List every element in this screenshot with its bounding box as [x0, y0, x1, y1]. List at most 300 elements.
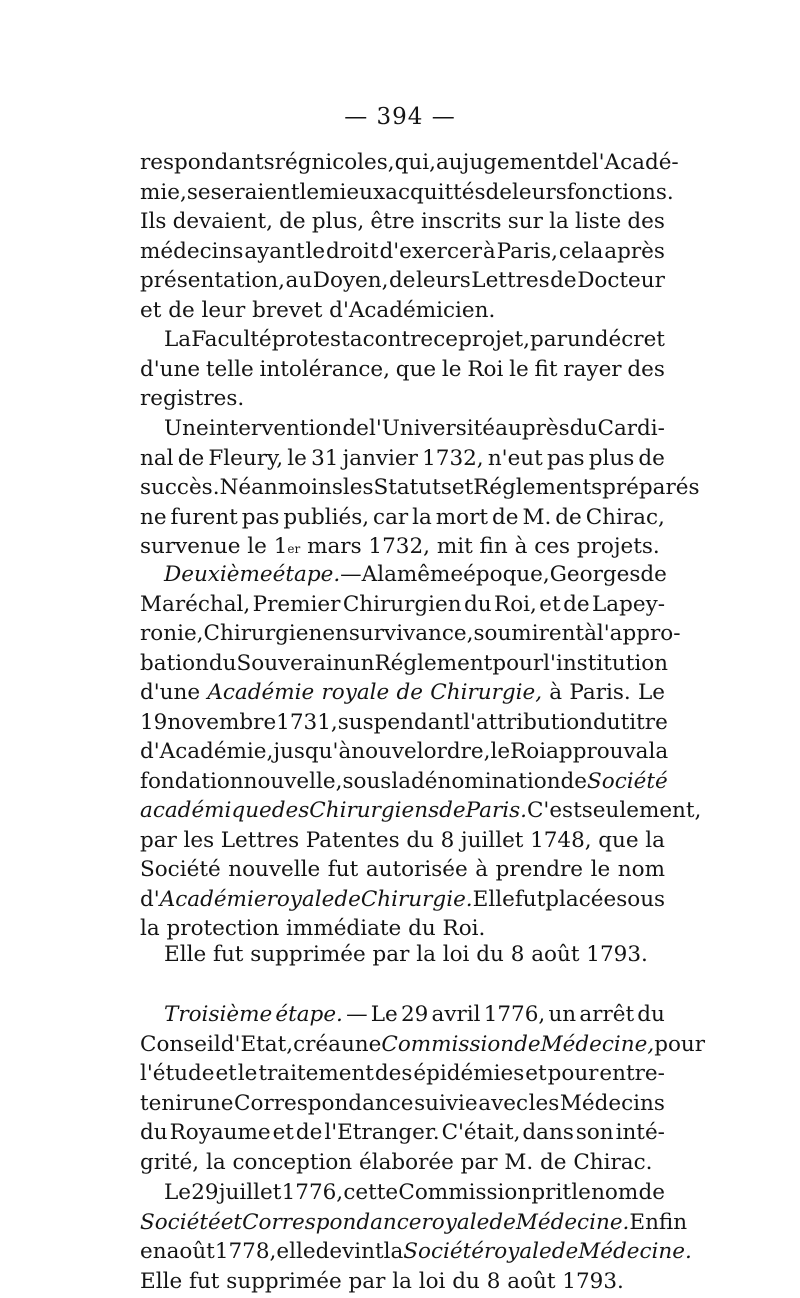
- word: Lapey-: [592, 592, 665, 617]
- word: Docteur: [577, 268, 665, 293]
- italic-word: académique: [140, 798, 272, 823]
- word: nouvelle,: [244, 769, 343, 794]
- word: Chirurgien: [343, 592, 462, 617]
- word: Médecins: [560, 1091, 665, 1116]
- word: les: [184, 828, 215, 853]
- word: pas: [547, 446, 585, 471]
- word: novembre: [167, 710, 276, 735]
- word: respondants: [140, 150, 275, 175]
- word: par: [530, 327, 567, 352]
- word: fonctions.: [567, 180, 674, 205]
- word: Patentes: [306, 828, 400, 853]
- text-line: [140, 150, 665, 180]
- italic-word: Société: [403, 1239, 484, 1264]
- word: une: [193, 1091, 233, 1116]
- text-line: [140, 1239, 665, 1269]
- word: du: [140, 1120, 168, 1145]
- text-run: grité, la conception élaborée par M. de Chirac.: [140, 1150, 653, 1175]
- text-line: [140, 1150, 665, 1180]
- text-line: [140, 1032, 665, 1062]
- word: suspendant: [338, 710, 463, 735]
- word: sur: [508, 209, 543, 234]
- word: droit: [326, 239, 379, 264]
- word: mie,: [140, 180, 187, 205]
- word: Conseil: [140, 1032, 221, 1057]
- word: de: [492, 505, 519, 530]
- italic-word: Paris.: [466, 798, 527, 823]
- word: d'Académie,: [140, 739, 273, 764]
- word: et: [215, 1061, 236, 1086]
- word: Commission: [398, 1180, 531, 1205]
- word: se: [187, 180, 211, 205]
- word: Doyen,: [313, 268, 389, 293]
- word: de: [565, 150, 592, 175]
- word: épidémies: [413, 1061, 524, 1086]
- text-line: [140, 769, 665, 799]
- word: une: [341, 1032, 381, 1057]
- italic-word: de: [439, 798, 466, 823]
- word: ce: [433, 327, 458, 352]
- word: des: [375, 1061, 413, 1086]
- word: devint: [316, 1239, 384, 1264]
- text-line: [140, 1061, 665, 1091]
- word: autorisée: [366, 857, 468, 882]
- word: nouvelle: [228, 857, 320, 882]
- word: le: [306, 239, 326, 264]
- word: l'Etranger.: [324, 1120, 439, 1145]
- word: Société: [140, 857, 221, 882]
- text-line: survenue le 1 er mars 1732, mit fin à ces projets.: [140, 534, 665, 564]
- word: La: [164, 327, 191, 352]
- word: sous: [342, 769, 391, 794]
- italic-word: Troisième: [164, 1002, 272, 1027]
- word: Le: [371, 1002, 398, 1027]
- word: janvier: [343, 446, 418, 471]
- word: le: [509, 357, 529, 382]
- word: fut: [328, 857, 358, 882]
- italic-word: de: [334, 887, 361, 912]
- word: furent: [171, 505, 238, 530]
- word: Maréchal,: [140, 592, 250, 617]
- word: traitement: [258, 1061, 374, 1086]
- word: 1776,: [484, 1002, 546, 1027]
- word: Enfin: [629, 1210, 687, 1235]
- word: son: [576, 1120, 614, 1145]
- word: d'une: [140, 357, 200, 382]
- word: fit: [535, 357, 558, 382]
- word: avril: [432, 1002, 481, 1027]
- word: des: [627, 209, 665, 234]
- text-line: [140, 592, 665, 622]
- italic-word: Société: [140, 1210, 221, 1235]
- text-line: [140, 710, 665, 740]
- italic-word: royale: [484, 1239, 552, 1264]
- word: à: [483, 239, 496, 264]
- word: juillet: [219, 1180, 282, 1205]
- word: des: [627, 357, 665, 382]
- text-line: [140, 680, 665, 710]
- text-line: [140, 1091, 665, 1121]
- text-line: [140, 828, 665, 858]
- text-line: [140, 887, 665, 917]
- paragraph: [140, 150, 665, 327]
- word: bation: [140, 651, 209, 676]
- text-line: [140, 268, 665, 298]
- word: C'est: [527, 798, 582, 823]
- word: tenir: [140, 1091, 192, 1116]
- italic-word: Médecine,: [541, 1032, 655, 1057]
- word: de: [640, 562, 667, 587]
- word: 8: [441, 828, 455, 853]
- word: jugement: [463, 150, 566, 175]
- paragraph: [140, 416, 665, 564]
- word: de: [279, 209, 306, 234]
- word: pour: [654, 1032, 705, 1057]
- word: préparés: [602, 475, 699, 500]
- text-line: [140, 562, 665, 592]
- word: rayer: [563, 357, 621, 382]
- word: 29: [191, 1180, 218, 1205]
- paragraph: [140, 562, 665, 946]
- text-line: [140, 505, 665, 535]
- word: plus: [589, 446, 635, 471]
- word: nal: [140, 446, 174, 471]
- word: fut: [515, 887, 545, 912]
- page-number: — 394 —: [0, 104, 800, 130]
- word: Le: [638, 680, 665, 705]
- word: mieux: [319, 180, 385, 205]
- text-line: [140, 651, 665, 681]
- word: acquittés: [385, 180, 485, 205]
- word: un: [347, 651, 375, 676]
- text-run: registres.: [140, 386, 244, 411]
- word: l'appro-: [597, 621, 681, 646]
- italic-word: de: [397, 680, 424, 705]
- word: l'attribution: [463, 710, 593, 735]
- word: que: [396, 357, 436, 382]
- word: décret: [595, 327, 665, 352]
- word: le: [442, 357, 462, 382]
- word: pas: [242, 505, 280, 530]
- word: mort: [436, 505, 488, 530]
- word: d'Etat,: [221, 1032, 293, 1057]
- word: nom: [591, 1180, 638, 1205]
- word: de: [563, 592, 590, 617]
- word: médecins: [140, 239, 243, 264]
- word: août: [167, 1239, 215, 1264]
- word: du: [209, 651, 237, 676]
- word: leurs: [416, 268, 471, 293]
- italic-word: Chirurgiens: [309, 798, 439, 823]
- word: l'étude: [140, 1061, 214, 1086]
- word: les: [343, 475, 374, 500]
- word: de: [561, 769, 588, 794]
- italic-word: et: [221, 1210, 242, 1235]
- word: devaient,: [173, 209, 273, 234]
- word: leurs: [512, 180, 567, 205]
- italic-word: Académie: [207, 680, 314, 705]
- word: et: [273, 1120, 294, 1145]
- word: d': [140, 887, 160, 912]
- text-line: [140, 1180, 665, 1210]
- word: seraient: [211, 180, 300, 205]
- word: nouvel: [351, 739, 423, 764]
- text-line: [140, 357, 665, 387]
- word: juillet: [461, 828, 524, 853]
- italic-word: de: [514, 1032, 541, 1057]
- word: pour: [548, 1061, 599, 1086]
- word: Paris,: [497, 239, 558, 264]
- word: à: [475, 857, 488, 882]
- text-line: [140, 416, 665, 446]
- text-line: [140, 942, 665, 972]
- word: n'eut: [488, 446, 543, 471]
- italic-word: Académie: [160, 887, 267, 912]
- word: Paris.: [569, 680, 630, 705]
- word: seulement,: [582, 798, 702, 823]
- text-line: [140, 798, 665, 828]
- word: de: [638, 446, 665, 471]
- text-line: [140, 239, 665, 269]
- word: ordre,: [424, 739, 491, 764]
- italic-word: des: [272, 798, 310, 823]
- paragraph: [140, 327, 665, 416]
- word: titre: [621, 710, 668, 735]
- word: la: [384, 1239, 404, 1264]
- text-line: [140, 446, 665, 476]
- word: le: [300, 180, 320, 205]
- word: Réglement: [374, 651, 492, 676]
- italic-word: Commission: [381, 1032, 514, 1057]
- word: de: [550, 268, 577, 293]
- italic-word: Médecine.: [578, 1239, 692, 1264]
- word: Réglements: [473, 475, 602, 500]
- word: présentation,: [140, 268, 285, 293]
- word: Une: [164, 416, 209, 441]
- text-line: [140, 739, 665, 769]
- word: approuva: [546, 739, 648, 764]
- word: prit: [531, 1180, 571, 1205]
- word: soumirent: [473, 621, 584, 646]
- word: être: [370, 209, 414, 234]
- word: même: [397, 562, 463, 587]
- word: Cardi-: [598, 416, 665, 441]
- word: époque,: [463, 562, 550, 587]
- word: contre: [363, 327, 433, 352]
- word: la: [412, 505, 432, 530]
- word: inté-: [616, 1120, 665, 1145]
- text-run: la protection immédiate du Roi.: [140, 916, 485, 941]
- word: pour: [492, 651, 543, 676]
- italic-word: Correspondance: [242, 1210, 421, 1235]
- word: la: [549, 209, 569, 234]
- word: de: [555, 505, 582, 530]
- italic-word: Chirurgie.: [361, 887, 473, 912]
- word: de: [342, 416, 369, 441]
- text-line: [140, 857, 665, 887]
- word: Statuts: [374, 475, 452, 500]
- word: —: [340, 562, 362, 587]
- word: en: [140, 1239, 167, 1264]
- text-run: mars 1732, mit fin à ces projets.: [300, 534, 660, 559]
- word: cela: [559, 239, 603, 264]
- word: à: [584, 621, 597, 646]
- word: Georges: [550, 562, 641, 587]
- italic-word: royale: [267, 887, 335, 912]
- italic-word: royale: [321, 680, 389, 705]
- word: M.: [522, 505, 551, 530]
- word: Correspondance: [234, 1091, 413, 1116]
- word: Fleury,: [208, 446, 283, 471]
- paragraph: [140, 942, 665, 972]
- word: dans: [522, 1120, 573, 1145]
- word: Ils: [140, 209, 166, 234]
- word: l'institution: [543, 651, 668, 676]
- text-line: [140, 180, 665, 210]
- word: les: [529, 1091, 560, 1116]
- word: intolérance,: [260, 357, 390, 382]
- word: Lettres: [471, 268, 549, 293]
- word: Chirurgien: [204, 621, 323, 646]
- word: elle: [276, 1239, 315, 1264]
- word: par: [140, 828, 177, 853]
- word: Premier: [253, 592, 341, 617]
- word: l'Université: [369, 416, 495, 441]
- text-line: [140, 298, 665, 328]
- word: intervention: [209, 416, 342, 441]
- word: dénomination: [411, 769, 561, 794]
- word: et: [539, 592, 560, 617]
- word: publiés,: [283, 505, 369, 530]
- italic-word: Médecine.: [516, 1210, 630, 1235]
- word: la: [391, 769, 411, 794]
- text-line: [140, 1269, 665, 1298]
- word: Elle: [473, 887, 515, 912]
- word: car: [373, 505, 408, 530]
- word: —: [346, 1002, 368, 1027]
- text-line: [140, 1210, 665, 1240]
- word: auprès: [495, 416, 569, 441]
- word: ronie,: [140, 621, 204, 646]
- word: en: [322, 621, 349, 646]
- word: 1731,: [276, 710, 338, 735]
- text-line: [140, 621, 665, 651]
- word: Roi: [467, 357, 503, 382]
- word: 1778,: [215, 1239, 277, 1264]
- word: Le: [164, 1180, 191, 1205]
- word: plus,: [312, 209, 364, 234]
- italic-word: étape.: [273, 562, 341, 587]
- word: Lettres: [221, 828, 299, 853]
- word: la: [377, 562, 397, 587]
- word: de: [486, 180, 513, 205]
- word: du: [570, 416, 598, 441]
- text-run: Elle fut supprimée par la loi du 8 août 1793.: [164, 942, 648, 967]
- word: la: [649, 739, 669, 764]
- word: le: [238, 1061, 258, 1086]
- word: nom: [618, 857, 665, 882]
- word: fondation: [140, 769, 244, 794]
- word: Néanmoins: [220, 475, 343, 500]
- word: du: [593, 710, 621, 735]
- word: le: [287, 446, 307, 471]
- word: ayant: [244, 239, 304, 264]
- word: 1732,: [422, 446, 484, 471]
- text-line: [140, 327, 665, 357]
- word: et: [525, 1061, 546, 1086]
- word: sous: [616, 887, 665, 912]
- italic-word: Chirurgie,: [430, 680, 542, 705]
- text-run: survenue le 1: [140, 534, 287, 559]
- word: jusqu'à: [273, 739, 351, 764]
- paragraph: [140, 1002, 665, 1179]
- word: C'était,: [442, 1120, 521, 1145]
- word: ne: [140, 505, 167, 530]
- word: entre-: [599, 1061, 664, 1086]
- word: la: [645, 828, 665, 853]
- text-run: et de leur brevet d'Académicien.: [140, 298, 495, 323]
- word: d'exercer: [379, 239, 482, 264]
- word: Roi,: [494, 592, 537, 617]
- italic-word: de: [489, 1210, 516, 1235]
- word: prendre: [496, 857, 583, 882]
- word: qui,: [395, 150, 436, 175]
- word: de: [389, 268, 416, 293]
- word: liste: [575, 209, 621, 234]
- word: le: [571, 1180, 591, 1205]
- word: Chirac,: [586, 505, 665, 530]
- word: l'Acadé-: [592, 150, 679, 175]
- word: cette: [343, 1180, 398, 1205]
- word: Roi: [510, 739, 546, 764]
- word: que: [598, 828, 638, 853]
- text-line: [140, 1002, 665, 1032]
- word: régnicoles,: [275, 150, 395, 175]
- word: projet,: [458, 327, 530, 352]
- word: suivie: [414, 1091, 478, 1116]
- word: de: [296, 1120, 323, 1145]
- word: du: [464, 592, 492, 617]
- word: 19: [140, 710, 167, 735]
- word: un: [548, 1002, 576, 1027]
- word: arrêt: [579, 1002, 634, 1027]
- word: 29: [401, 1002, 428, 1027]
- word: de: [638, 1180, 665, 1205]
- word: 1776,: [282, 1180, 344, 1205]
- word: au: [286, 268, 313, 293]
- word: du: [637, 1002, 665, 1027]
- word: et: [452, 475, 473, 500]
- word: le: [490, 739, 510, 764]
- word: succès.: [140, 475, 220, 500]
- word: inscrits: [421, 209, 502, 234]
- word: A: [362, 562, 378, 587]
- word: protesta: [272, 327, 363, 352]
- word: le: [591, 857, 611, 882]
- word: Souverain: [237, 651, 347, 676]
- word: Royaume: [170, 1120, 271, 1145]
- word: après: [604, 239, 665, 264]
- word: du: [406, 828, 434, 853]
- word: 1748,: [530, 828, 592, 853]
- word: 31: [311, 446, 338, 471]
- word: telle: [206, 357, 254, 382]
- text-line: [140, 386, 665, 416]
- text-line: [140, 475, 665, 505]
- italic-word: de: [552, 1239, 579, 1264]
- italic-word: étape.: [275, 1002, 343, 1027]
- word: survivance,: [349, 621, 474, 646]
